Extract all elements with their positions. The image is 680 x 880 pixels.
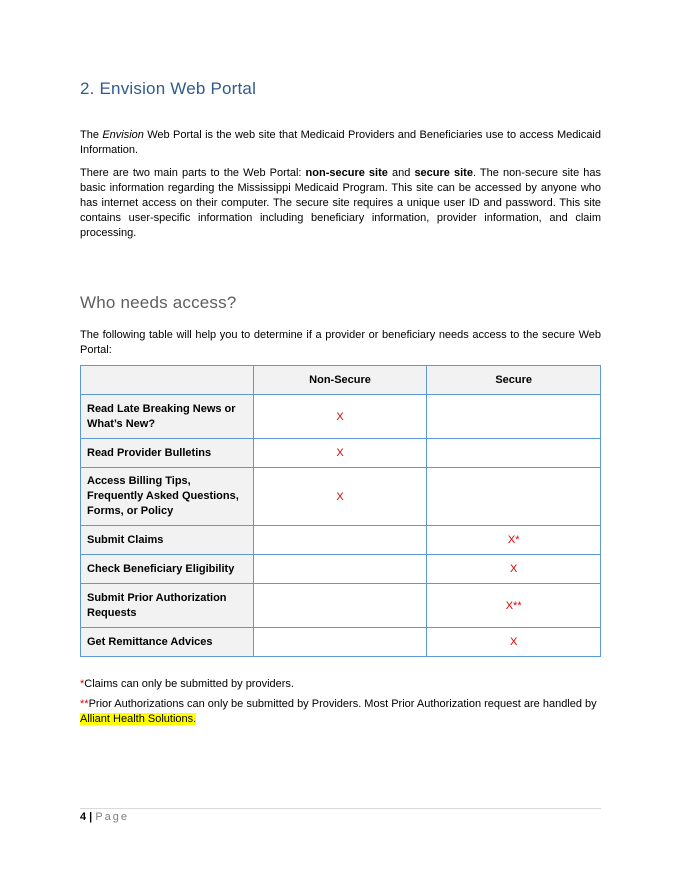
row-label: Read Late Breaking News or What’s New? [81,395,254,439]
row-label: Read Provider Bulletins [81,439,254,468]
footnote-claims-mark: * [80,678,85,690]
intro-rest: Web Portal is the web site that Medicaid Providers and Beneficiaries use to access Medicaid Information. [80,129,601,156]
secure-mark [427,395,601,439]
footnote-prior-auth-mark: ** [80,698,89,710]
page-footer [80,810,129,825]
non-secure-mark [253,628,427,657]
subheading: Who needs access? [80,293,237,312]
non-secure-mark: X [253,468,427,526]
intro-lead: The [80,129,99,141]
footnote-claims-text: Claims can only be submitted by providers. [84,678,294,690]
footnote-claims [80,677,601,692]
parts-bold-nonsecure: non-secure site [305,167,388,179]
footer-divider [80,808,601,809]
intro-paragraph [80,128,601,158]
row-label: Submit Prior Authorization Requests [81,584,254,628]
row-label: Check Beneficiary Eligibility [81,555,254,584]
table-row [81,395,601,439]
secure-mark: X [427,628,601,657]
parts-mid: and [387,167,415,179]
footer-separator: | [86,811,96,823]
table-row [81,468,601,526]
table-header-row [81,366,601,395]
row-label: Submit Claims [81,526,254,555]
table-header-non-secure: Non-Secure [253,366,427,395]
secure-mark: X [427,555,601,584]
page-number: 4 [80,811,87,823]
table-row [81,439,601,468]
parts-before: There are two main parts to the Web Portal: [80,167,306,179]
parts-bold-secure: secure site [414,167,473,179]
non-secure-mark [253,526,427,555]
parts-paragraph [80,166,601,241]
footnote-prior-auth [80,697,601,727]
non-secure-mark: X [253,439,427,468]
non-secure-mark [253,584,427,628]
page-label: Page [95,811,130,823]
footnote-prior-auth-text: Prior Authorizations can only be submitted by Providers. Most Prior Authorization request are handled by [88,698,597,710]
non-secure-mark: X [253,395,427,439]
secure-mark [427,468,601,526]
row-label: Get Remittance Advices [81,628,254,657]
access-table [80,365,601,657]
row-label: Access Billing Tips, Frequently Asked Questions, Forms, or Policy [81,468,254,526]
table-intro: The following table will help you to determine if a provider or beneficiary needs access to the secure Web Portal: [80,329,601,356]
table-row [81,584,601,628]
parts-after: . The non-secure site has basic information regarding the Mississippi Medicaid Program. This site can be accessed by anyone who has internet access on their computer. The secure site requires a unique user ID and password. This site contains user-specific information including beneficiary information, provider information, and claim processing. [80,167,602,239]
alliant-highlight: Alliant Health Solutions. [80,713,197,725]
section-heading: 2. Envision Web Portal [80,79,257,98]
secure-mark [427,439,601,468]
table-row [81,628,601,657]
non-secure-mark [253,555,427,584]
table-row [81,555,601,584]
table-header-empty [81,366,254,395]
intro-italic: Envision [102,129,144,141]
table-header-secure: Secure [427,366,601,395]
secure-mark: X** [427,584,601,628]
secure-mark: X* [427,526,601,555]
table-row [81,526,601,555]
